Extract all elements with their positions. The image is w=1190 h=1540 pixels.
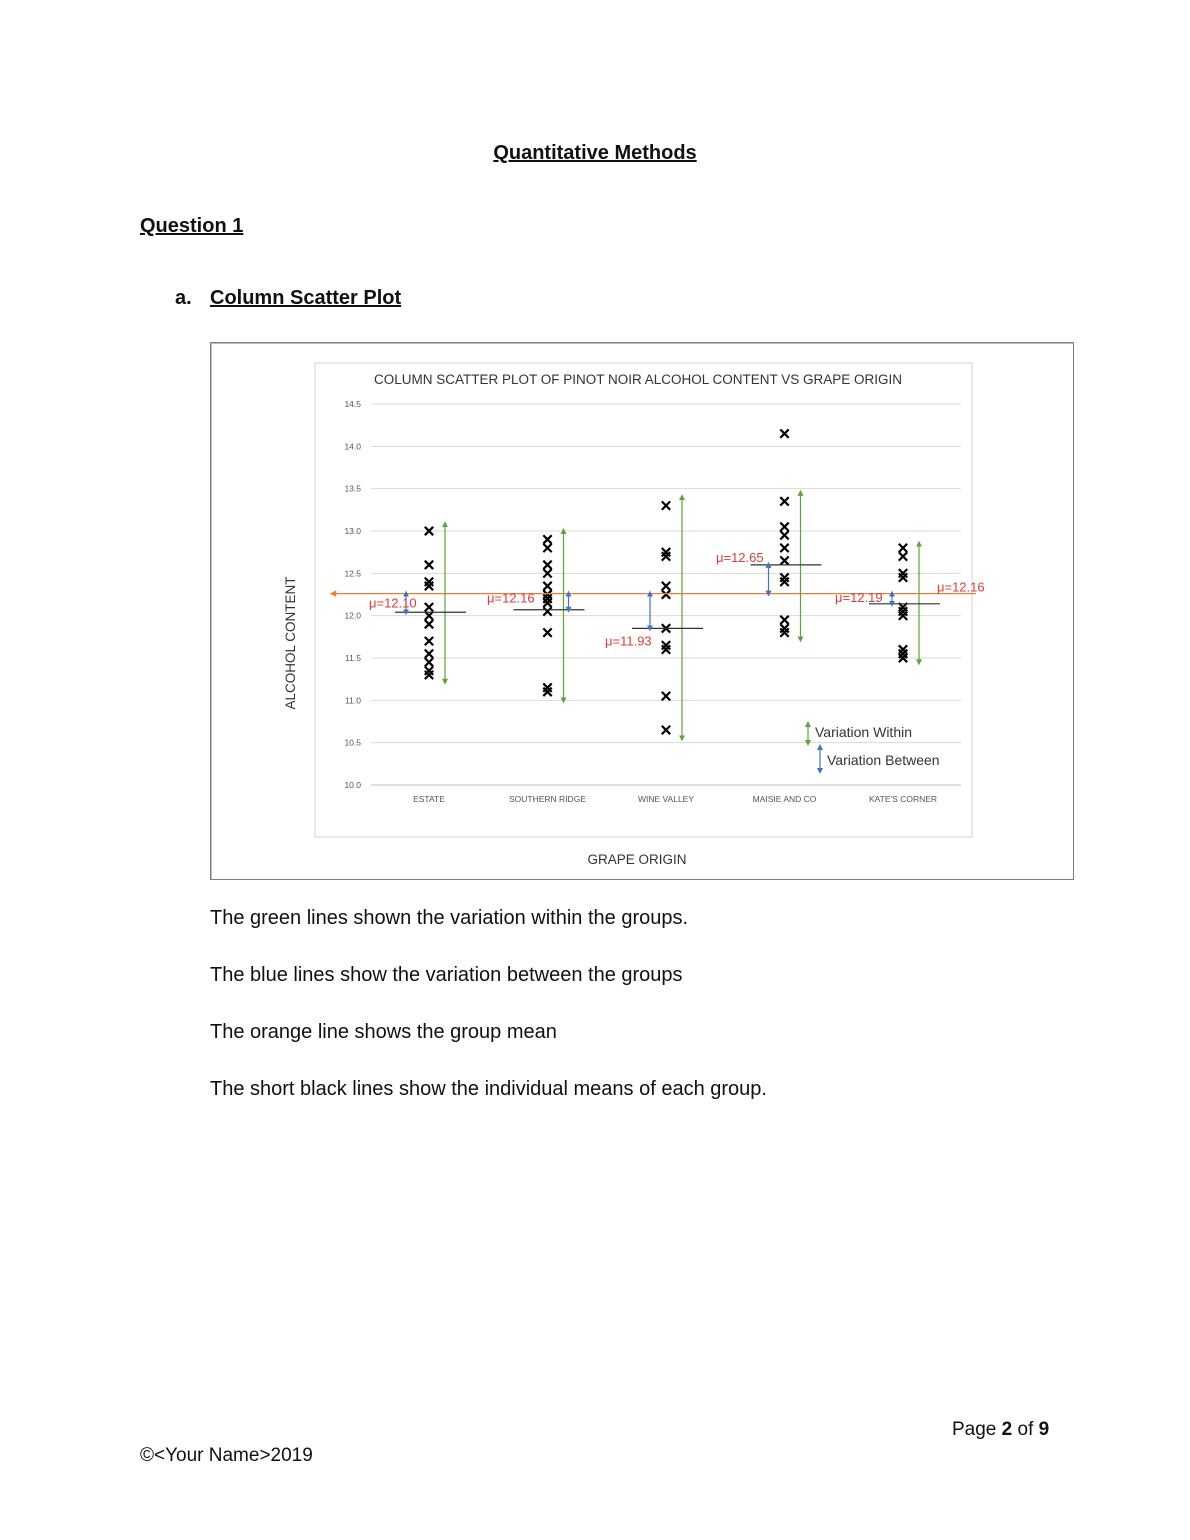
data-point [543, 561, 551, 569]
data-point [662, 590, 670, 598]
data-point [543, 544, 551, 552]
question-heading: Question 1 [140, 215, 244, 237]
page-of: of [1017, 1419, 1034, 1440]
chart-image [210, 342, 1074, 880]
y-tick-label: 11.0 [345, 695, 361, 706]
data-point [780, 544, 788, 552]
y-axis-label: ALCOHOL CONTENT [283, 576, 298, 710]
data-point [425, 620, 433, 628]
document-title: Quantitative Methods [493, 142, 697, 164]
data-point [780, 531, 788, 539]
group-mean-label: μ=12.19 [835, 589, 883, 605]
data-point [425, 650, 433, 658]
x-tick-label: WINE VALLEY [637, 794, 695, 804]
chart-title: COLUMN SCATTER PLOT OF PINOT NOIR ALCOHOL CONTENT VS GRAPE ORIGIN [373, 372, 903, 387]
data-point [425, 561, 433, 569]
explanation-blue: The blue lines show the variation between the groups [210, 964, 683, 986]
data-point [899, 544, 907, 552]
y-tick-label: 10.0 [344, 780, 361, 790]
legend-within-label: Variation Within [815, 724, 913, 740]
y-tick-label: 14.5 [344, 399, 361, 409]
data-point [662, 582, 670, 590]
y-tick-label: 10.5 [344, 737, 361, 748]
sub-heading [175, 287, 401, 310]
page-total: 9 [1038, 1419, 1050, 1440]
x-tick-label: ESTATE [413, 794, 445, 804]
data-point [543, 607, 551, 615]
x-tick-label: SOUTHERN RIDGE [509, 794, 586, 804]
data-point [662, 692, 670, 700]
y-tick-label: 13.5 [344, 483, 361, 494]
data-point [780, 556, 788, 564]
data-point [543, 582, 551, 590]
sub-heading-text: Column Scatter Plot [210, 287, 402, 309]
x-tick-label: MAISIE AND CO [752, 794, 817, 804]
y-tick-label: 12.0 [344, 610, 361, 621]
page-prefix: Page [952, 1419, 997, 1440]
data-point [780, 429, 788, 437]
explanation-black: The short black lines show the individual means of each group. [210, 1078, 767, 1100]
data-point [543, 535, 551, 543]
y-tick-label: 13.0 [344, 526, 361, 536]
group-mean-label: μ=12.10 [369, 595, 417, 611]
x-tick-label: KATE'S CORNER [868, 794, 938, 804]
footer-copyright: ©<Your Name>2019 [140, 1445, 313, 1466]
data-point [662, 501, 670, 509]
data-point [780, 497, 788, 505]
scatter-chart [211, 343, 1073, 879]
page-current: 2 [1001, 1419, 1013, 1440]
explanation-orange: The orange line shows the group mean [210, 1021, 557, 1043]
data-point [425, 637, 433, 645]
list-marker: a. [175, 287, 192, 309]
group-mean-label: μ=11.93 [605, 633, 652, 649]
y-tick-label: 14.0 [344, 441, 361, 452]
data-point [425, 603, 433, 611]
data-point [543, 628, 551, 636]
legend-between-label: Variation Between [827, 752, 940, 768]
group-mean-label: μ=12.65 [716, 549, 764, 565]
x-axis-label: GRAPE ORIGIN [587, 852, 687, 867]
explanation-green: The green lines shown the variation within the groups. [210, 907, 689, 929]
page-number [952, 1419, 1049, 1441]
data-point [780, 523, 788, 531]
grand-mean-label: μ=12.16 [937, 579, 985, 595]
data-point [662, 726, 670, 734]
data-point [899, 552, 907, 560]
data-point [780, 616, 788, 624]
y-tick-label: 12.5 [344, 568, 361, 579]
data-point [425, 658, 433, 666]
group-mean-label: μ=12.16 [487, 590, 535, 606]
y-tick-label: 11.5 [345, 653, 361, 663]
